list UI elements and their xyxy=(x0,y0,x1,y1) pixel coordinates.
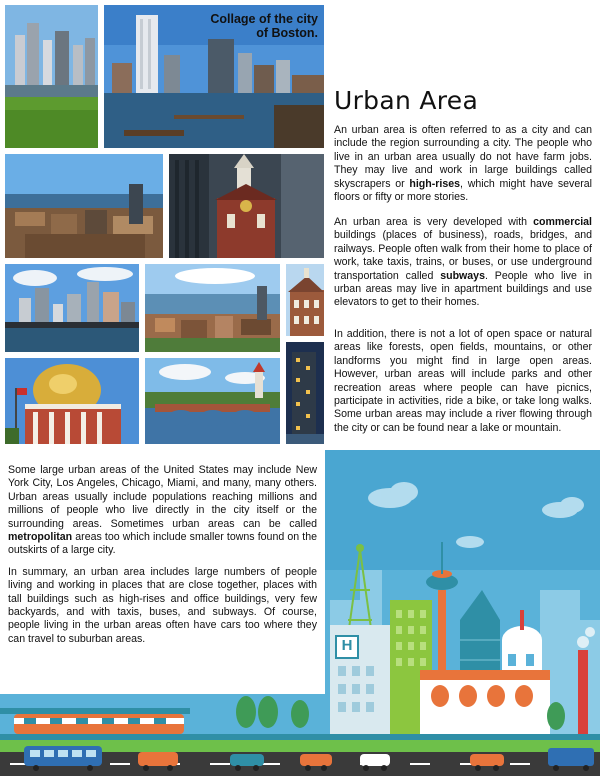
photo-river-bridge xyxy=(145,358,280,444)
paragraph-definition xyxy=(334,124,592,204)
photo-skyline-park xyxy=(5,5,98,148)
p4-text-end: areas too which include smaller towns found on the outskirts of a large city. xyxy=(8,531,317,557)
p1-bold-high-rises: high-rises xyxy=(409,177,461,190)
paragraph-development xyxy=(334,216,592,310)
paragraph-examples xyxy=(8,464,317,558)
photo-harbor-skyline xyxy=(5,264,139,352)
p2-bold-subways: subways xyxy=(440,269,485,282)
photo-state-house-dome xyxy=(5,358,139,444)
photo-city-overview xyxy=(145,264,280,352)
p1-text-end: , which might have several floors or fifty or more stories. xyxy=(334,177,592,204)
paragraph-summary: In summary, an urban area includes large numbers of people living and working in places that are close together, places with tall buildings such as high-rises and office buildings, very few backyards, and with taxis, buses, and subways. Of course, people living in the urban areas often have cars too where they can travel to suburban areas. xyxy=(8,565,317,645)
photo-aerial-city xyxy=(5,154,163,258)
p1-text-start: An urban area is often referred to as a city and can include the region surrounding a city. The people who live in an urban area usually do not have farm jobs. They may live and work in large buildings called skyscrapers or xyxy=(334,124,592,190)
p2-text-start: An urban area is very developed with xyxy=(334,216,534,228)
hospital-sign: H xyxy=(341,637,353,654)
p4-bold-metropolitan: metropolitan xyxy=(8,531,73,544)
p2-bold-commercial: commercial xyxy=(533,216,592,228)
photo-night-tower xyxy=(286,342,324,444)
paragraph-open-space: In addition, there is not a lot of open space or natural areas like forests, open fields, mountains, or other landforms you might find in large open areas. However, urban areas will include parks and other recreation areas where people can have picnics, participate in activities, ride a bike, or take long walks. Some urban areas may include a river flowing through the city or can be found near a lake or mountain. xyxy=(334,328,592,434)
page-title: Urban Area xyxy=(334,86,479,115)
collage-caption: Collage of the city of Boston. xyxy=(210,12,318,40)
photo-old-state-house xyxy=(169,154,324,258)
p4-text-start: Some large urban areas of the United States may include New York City, Los Angeles, Chicago, Miami, and many, many others. Urban areas usually include populations reaching millions and millions of people who live directly in the city itself or the surrounding areas. Sometimes urban areas can be called xyxy=(8,464,317,530)
p2-text-middle: buildings (places of business), roads, bridges, and railways. People often walk from their home to place of work, take taxis, trains, or buses, or use underground transportation called xyxy=(334,229,592,282)
p2-text-end: . People who live in urban areas may live in apartment buildings and use elevators to get to their homes. xyxy=(334,269,592,309)
bottom-text-box xyxy=(0,450,325,694)
photo-faneuil-hall xyxy=(286,264,324,336)
